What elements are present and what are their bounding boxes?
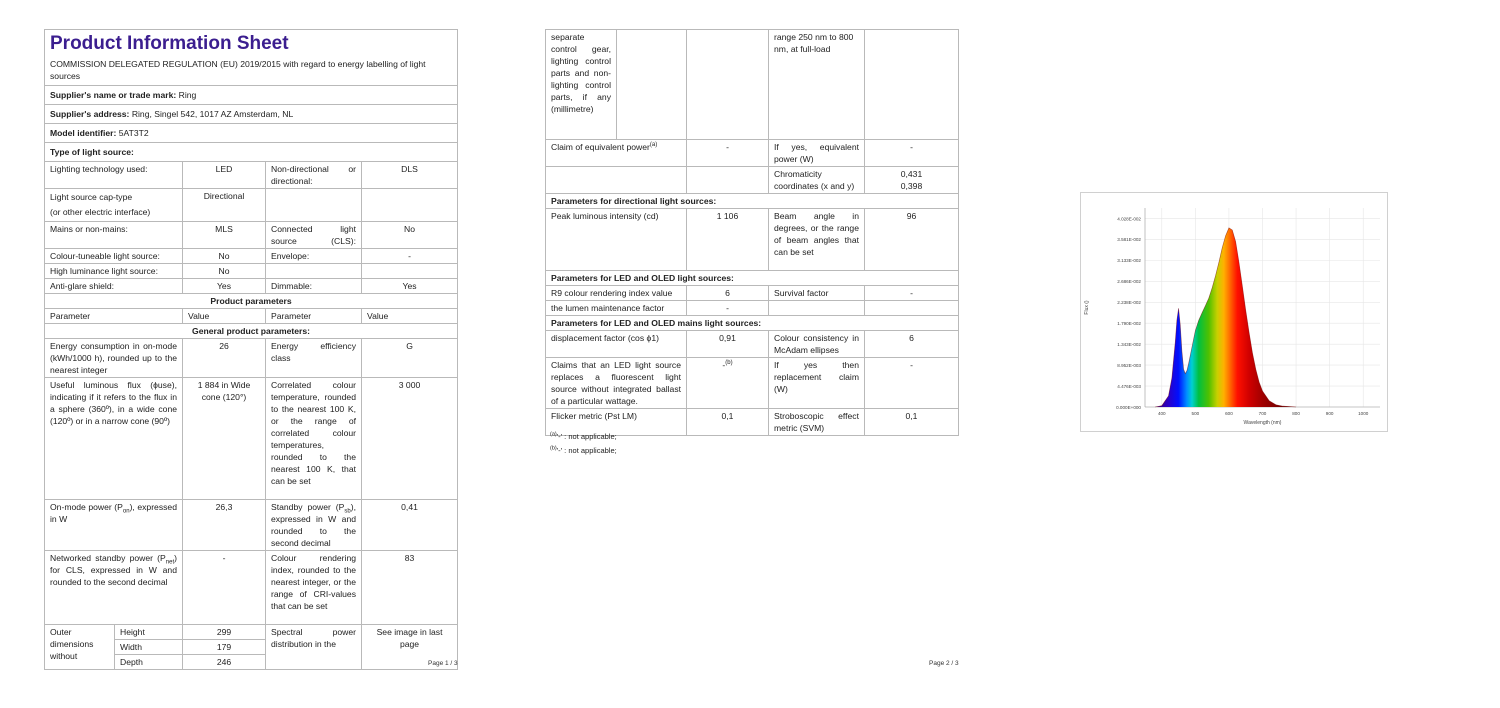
supplier-label: Supplier's name or trade mark: <box>50 90 177 100</box>
title-cell <box>45 30 458 86</box>
address-row <box>45 105 458 124</box>
empty-cell <box>687 30 769 140</box>
y-axis-label: Flux () <box>1084 300 1090 315</box>
svm-value: 0,1 <box>865 409 959 436</box>
colour-consistency-value: 6 <box>865 331 959 358</box>
high-luminance-value: No <box>183 264 266 279</box>
col-header-parameter: Parameter <box>45 309 183 324</box>
lumen-maintenance-label: the lumen maintenance factor <box>546 301 687 316</box>
led-heading: Parameters for LED and OLED light sources: <box>546 271 959 286</box>
anti-glare-label: Anti-glare shield: <box>45 279 183 294</box>
colour-tuneable-value: No <box>183 249 266 264</box>
envelope-label: Envelope: <box>266 249 362 264</box>
general-params-heading: General product parameters: <box>45 324 458 339</box>
energy-consumption-value: 26 <box>183 339 266 378</box>
mains-value: MLS <box>183 222 266 249</box>
cct-value: 3 000 <box>362 378 458 500</box>
high-luminance-label: High luminance light source: <box>45 264 183 279</box>
y-tick-label: 4.028E-002 <box>1117 216 1141 222</box>
empty-cell <box>769 301 865 316</box>
chromaticity-y: 0,398 <box>900 181 923 191</box>
cri-label: Colour rendering index, rounded to the nearest integer, or the range of CRI-values that can be set <box>266 551 362 625</box>
page-title: Product Information Sheet <box>50 33 289 54</box>
cri-value: 83 <box>362 551 458 625</box>
spd-label: Spectral power distribution in the <box>266 625 362 670</box>
x-tick-label: 600 <box>1225 411 1233 416</box>
survival-factor-label: Survival factor <box>769 286 865 301</box>
cap-type-label <box>45 189 183 222</box>
onmode-power-label: On-mode power $(P_{on})$, expressed in W <box>45 500 183 551</box>
chromaticity-label: Chromaticity coordinates (x and y) <box>769 167 865 194</box>
empty-cell <box>362 264 458 279</box>
empty-cell <box>617 30 687 140</box>
survival-factor-value: - <box>865 286 959 301</box>
height-value: 299 <box>183 625 266 640</box>
spectral-chart <box>1080 192 1388 432</box>
displacement-factor-value: 0,91 <box>687 331 769 358</box>
empty-cell <box>546 167 687 194</box>
networked-standby-label: Networked standby power $(P_{net})$ for CLS, expressed in W and rounded to the second decimal <box>45 551 183 625</box>
supplier-value: Ring <box>178 90 197 100</box>
r9-label: R9 colour rendering index value <box>546 286 687 301</box>
dimmable-value: Yes <box>362 279 458 294</box>
lumen-maintenance-value: - <box>687 301 769 316</box>
claims-label: Claims that an LED light source replaces a fluorescent light source without integrated ballast of a particular wattage. <box>546 358 687 409</box>
r9-value: 6 <box>687 286 769 301</box>
anti-glare-value: Yes <box>183 279 266 294</box>
cct-label: Correlated colour temperature, rounded to the nearest 100 K, or the range of correlated colour temperatures, rounded to the nearest 100 K, that can be set <box>266 378 362 500</box>
replacement-claim-value: - <box>865 358 959 409</box>
equivalent-power-w-value: - <box>865 140 959 167</box>
y-tick-label: 0.000E+000 <box>1116 404 1141 410</box>
x-tick-label: 500 <box>1191 411 1200 416</box>
footnotes <box>550 430 617 458</box>
page-number-1: Page 1 / 3 <box>428 660 458 667</box>
luminous-flux-value: 1 884 in Wide cone (120°) <box>183 378 266 500</box>
width-value: 179 <box>183 640 266 655</box>
replacement-claim-label: If yes then replacement claim (W) <box>769 358 865 409</box>
height-label: Height <box>115 625 183 640</box>
page-2 <box>545 29 959 436</box>
cls-label: Connected light source (CLS): <box>266 222 362 249</box>
supplier-row <box>45 86 458 105</box>
address-label: Supplier's address: <box>50 109 130 119</box>
y-tick-label: 2.686E-002 <box>1117 279 1141 285</box>
spd-value: See image in last page <box>362 625 458 670</box>
claims-value: -$^{(b)}$ <box>687 358 769 409</box>
col-header-value: Value <box>362 309 458 324</box>
y-tick-label: 4.476E-003 <box>1117 383 1141 389</box>
luminous-flux-label: Useful luminous flux (ɸuse), indicating if it refers to the flux in a sphere (360º), in a wide cone (120º) or in a narrow cone (90º) <box>45 378 183 500</box>
dimensions-continued-label: separate control gear, lighting control parts and non-lighting control parts, if any (millimetre) <box>546 30 617 140</box>
empty-cell <box>266 189 362 222</box>
depth-label: Depth <box>115 655 183 670</box>
page2-table <box>545 29 959 436</box>
directional-heading: Parameters for directional light sources: <box>546 194 959 209</box>
chromaticity-x: 0,431 <box>900 169 923 179</box>
depth-value: 246 <box>183 655 266 670</box>
page-1 <box>44 29 458 670</box>
colour-tuneable-label: Colour-tuneable light source: <box>45 249 183 264</box>
empty-cell <box>865 30 959 140</box>
svm-label: Stroboscopic effect metric (SVM) <box>769 409 865 436</box>
standby-power-label: Standby power $(P_{sb})$, expressed in W and rounded to the second decimal <box>266 500 362 551</box>
footnote-b: $^{(b)}$'-' : not applicable; <box>550 445 617 455</box>
chromaticity-value <box>865 167 959 194</box>
onmode-power-value: 26,3 <box>183 500 266 551</box>
spd-continued-label: range 250 nm to 800 nm, at full-load <box>769 30 865 140</box>
cap-type-value: Directional <box>183 189 266 222</box>
mains-label: Mains or non-mains: <box>45 222 183 249</box>
lighting-tech-value: LED <box>183 162 266 189</box>
directional-label: Non-directional or directional: <box>266 162 362 189</box>
equivalent-power-value: - <box>687 140 769 167</box>
x-axis-label: Wavelength (nm) <box>1243 420 1282 426</box>
spd-chart-svg <box>1080 192 1388 432</box>
beam-angle-value: 96 <box>865 209 959 271</box>
y-tick-label: 1.790E-002 <box>1117 321 1141 327</box>
type-heading: Type of light source: <box>45 143 458 162</box>
energy-class-value: G <box>362 339 458 378</box>
flicker-value: 0,1 <box>687 409 769 436</box>
empty-cell <box>266 264 362 279</box>
y-tick-label: 1.343E-002 <box>1117 341 1141 347</box>
energy-class-label: Energy efficiency class <box>266 339 362 378</box>
y-tick-label: 3.581E-002 <box>1117 237 1141 243</box>
x-tick-label: 800 <box>1292 411 1300 416</box>
y-tick-label: 3.133E-002 <box>1117 258 1141 264</box>
col-header-value: Value <box>183 309 266 324</box>
x-tick-label: 700 <box>1258 411 1267 416</box>
page1-table <box>44 29 458 670</box>
x-tick-label: 400 <box>1157 411 1166 416</box>
equivalent-power-w-label: If yes, equivalent power (W) <box>769 140 865 167</box>
cls-value: No <box>362 222 458 249</box>
standby-power-value: 0,41 <box>362 500 458 551</box>
address-value: Ring, Singel 542, 1017 AZ Amsterdam, NL <box>131 109 294 119</box>
directional-value: DLS <box>362 162 458 189</box>
dimmable-label: Dimmable: <box>266 279 362 294</box>
x-tick-label: 900 <box>1325 411 1334 416</box>
equivalent-power-label: Claim of equivalent power$^{(a)}$ <box>546 140 687 167</box>
regulation-text: COMMISSION DELEGATED REGULATION (EU) 2019/2015 with regard to energy labelling of light sources <box>50 59 426 81</box>
lighting-tech-label: Lighting technology used: <box>45 162 183 189</box>
peak-intensity-label: Peak luminous intensity (cd) <box>546 209 687 271</box>
empty-cell <box>865 301 959 316</box>
colour-consistency-label: Colour consistency in McAdam ellipses <box>769 331 865 358</box>
model-value: 5AT3T2 <box>118 128 149 138</box>
col-header-parameter: Parameter <box>266 309 362 324</box>
footnote-a: $^{(a)}$'-' : not applicable; <box>550 431 617 441</box>
envelope-value: - <box>362 249 458 264</box>
model-label: Model identifier: <box>50 128 117 138</box>
mains-heading: Parameters for LED and OLED mains light sources: <box>546 316 959 331</box>
outer-dimensions-label: Outer dimensions without <box>45 625 115 670</box>
peak-intensity-value: 1 106 <box>687 209 769 271</box>
x-tick-label: 1000 <box>1358 411 1369 416</box>
cap-type-line1: Light source cap-type <box>50 192 133 202</box>
energy-consumption-label: Energy consumption in on-mode (kWh/1000 h), rounded up to the nearest integer <box>45 339 183 378</box>
empty-cell <box>687 167 769 194</box>
model-row <box>45 124 458 143</box>
width-label: Width <box>115 640 183 655</box>
displacement-factor-label: displacement factor (cos ϕ1) <box>546 331 687 358</box>
y-tick-label: 8.952E-003 <box>1117 362 1141 368</box>
empty-cell <box>362 189 458 222</box>
beam-angle-label: Beam angle in degrees, or the range of beam angles that can be set <box>769 209 865 271</box>
networked-standby-value: - <box>183 551 266 625</box>
cap-type-line2: (or other electric interface) <box>50 207 151 217</box>
flicker-label: Flicker metric (Pst LM) <box>546 409 687 436</box>
page-number-2: Page 2 / 3 <box>929 660 959 667</box>
product-params-heading: Product parameters <box>45 294 458 309</box>
y-tick-label: 2.238E-002 <box>1117 300 1141 306</box>
